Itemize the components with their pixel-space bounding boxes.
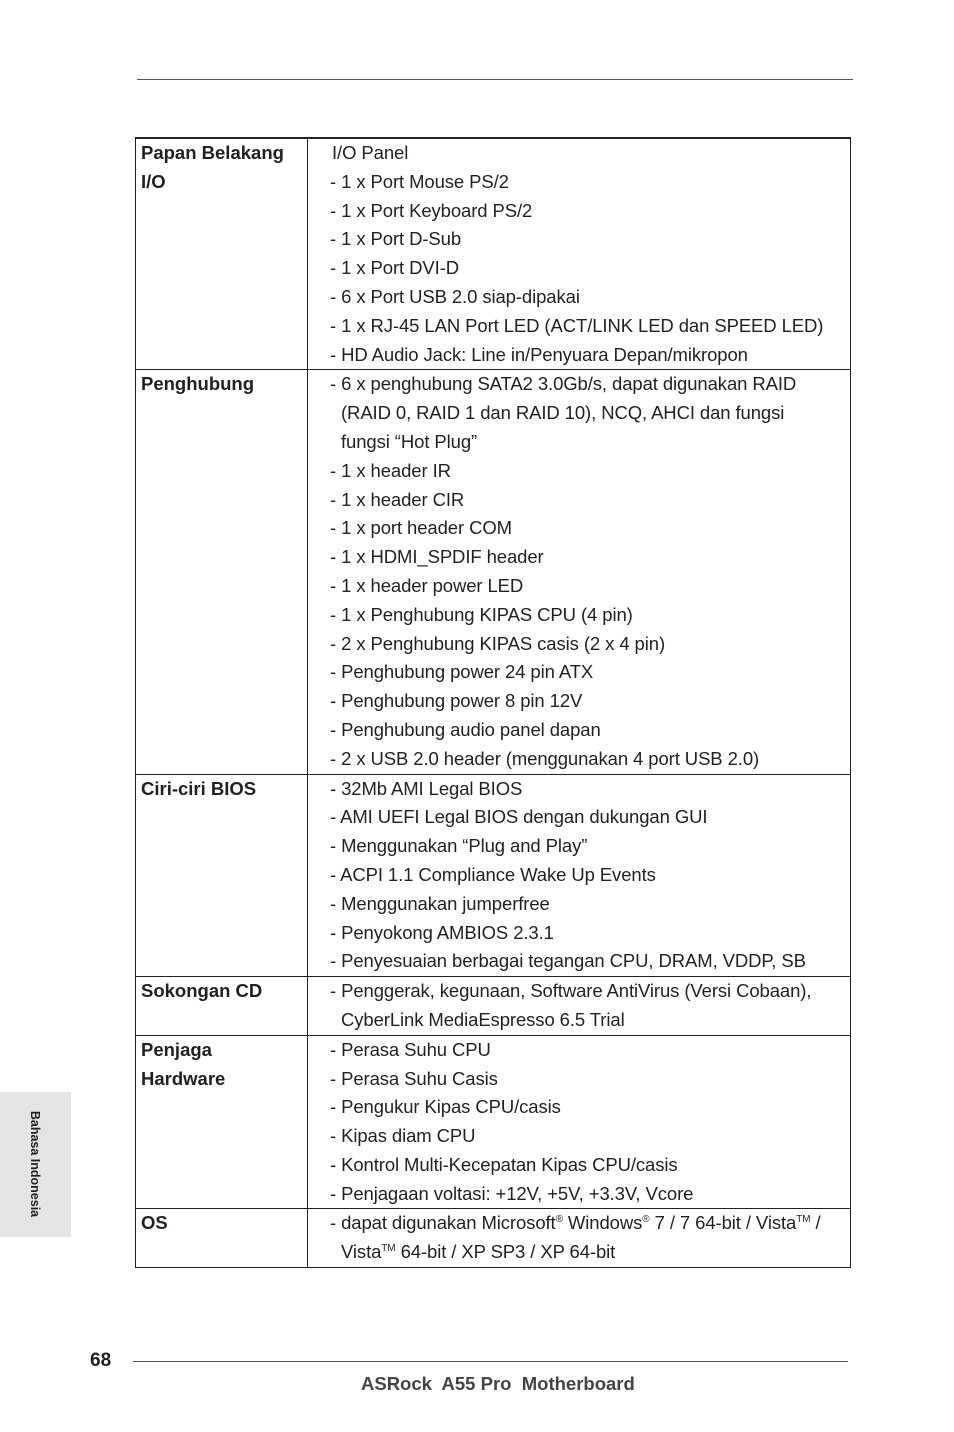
- spec-value: - Perasa Suhu CPU: [330, 1038, 491, 1060]
- spec-values-cell: [308, 977, 851, 1036]
- spec-row: [136, 138, 851, 370]
- spec-value-text: Vista: [341, 1241, 382, 1263]
- spec-value: - HD Audio Jack: Line in/Penyuara Depan/mikropon: [330, 343, 748, 365]
- trademark-mark: TM: [381, 1243, 396, 1255]
- spec-value-text: - dapat digunakan Microsoft: [330, 1212, 556, 1234]
- spec-value: [330, 1209, 850, 1238]
- spec-value: - Menggunakan jumperfree: [330, 892, 550, 914]
- spec-row: [136, 977, 851, 1036]
- spec-value: - Kontrol Multi-Kecepatan Kipas CPU/casis: [330, 1153, 678, 1175]
- spec-value: - Penghubung power 8 pin 12V: [330, 690, 583, 712]
- spec-value: - 1 x port header COM: [330, 517, 512, 539]
- spec-label: Penjaga: [141, 1038, 212, 1060]
- spec-label: Ciri-ciri BIOS: [141, 777, 257, 799]
- spec-label-cell: [136, 977, 308, 1036]
- spec-value: - 1 x header power LED: [330, 574, 524, 596]
- spec-value: - ACPI 1.1 Compliance Wake Up Events: [330, 863, 656, 885]
- spec-label-cell: [136, 370, 308, 774]
- spec-value: - 1 x Port Mouse PS/2: [330, 170, 509, 192]
- trademark-mark: ®: [555, 1214, 563, 1226]
- spec-values-cell: [308, 1209, 851, 1268]
- spec-row: [136, 1035, 851, 1209]
- spec-value: - Penjagaan voltasi: +12V, +5V, +3.3V, Vcore: [330, 1182, 694, 1204]
- spec-value: - 1 x HDMI_SPDIF header: [330, 546, 544, 568]
- spec-label-cell: [136, 774, 308, 977]
- spec-values-cell: [308, 774, 851, 977]
- header-rule: [137, 79, 853, 80]
- spec-value: - 2 x USB 2.0 header (menggunakan 4 port USB 2.0): [330, 747, 760, 769]
- spec-value: (RAID 0, RAID 1 dan RAID 10), NCQ, AHCI dan fungsi: [341, 402, 785, 424]
- page-number: 68: [90, 1350, 112, 1371]
- spec-value: - 32Mb AMI Legal BIOS: [330, 777, 523, 799]
- spec-value: - Kipas diam CPU: [330, 1125, 476, 1147]
- spec-label-cell: [136, 1209, 308, 1268]
- spec-value: - 1 x Penghubung KIPAS CPU (4 pin): [330, 603, 633, 625]
- spec-value: - Perasa Suhu Casis: [330, 1067, 498, 1089]
- spec-value: - 1 x header IR: [330, 459, 451, 481]
- spec-label: OS: [141, 1212, 168, 1234]
- spec-value: - Menggunakan “Plug and Play”: [330, 835, 588, 857]
- spec-value: - 6 x penghubung SATA2 3.0Gb/s, dapat digunakan RAID: [330, 373, 797, 395]
- spec-value: - Penggerak, kegunaan, Software AntiVirus (Versi Cobaan),: [330, 980, 812, 1002]
- trademark-mark: ®: [642, 1214, 650, 1226]
- spec-value: - 1 x header CIR: [330, 488, 465, 510]
- trademark-mark: TM: [796, 1214, 811, 1226]
- spec-value: - Penghubung power 24 pin ATX: [330, 661, 594, 683]
- spec-value: - AMI UEFI Legal BIOS dengan dukungan GUI: [330, 806, 708, 828]
- spec-value: - Penyesuaian berbagai tegangan CPU, DRAM, VDDP, SB: [330, 950, 806, 972]
- spec-label: Penghubung: [141, 373, 255, 395]
- footer-title: ASRock A55 Pro Motherboard: [361, 1373, 635, 1394]
- spec-row: [136, 774, 851, 977]
- spec-label: Sokongan CD: [141, 980, 263, 1002]
- spec-value: - 1 x RJ-45 LAN Port LED (ACT/LINK LED dan SPEED LED): [330, 314, 824, 336]
- spec-row: [136, 1209, 851, 1268]
- spec-values-cell: [308, 370, 851, 774]
- spec-value-text: 7 / 7 64-bit / Vista: [649, 1212, 797, 1234]
- spec-value: I/O Panel: [332, 142, 409, 163]
- spec-value: - 1 x Port D-Sub: [330, 228, 462, 250]
- spec-value: CyberLink MediaEspresso 6.5 Trial: [341, 1008, 625, 1030]
- spec-value-text: /: [810, 1212, 821, 1234]
- spec-value: - 1 x Port DVI-D: [330, 257, 459, 279]
- spec-value: - Penghubung audio panel dapan: [330, 718, 601, 740]
- spec-table-body: [136, 138, 851, 1268]
- spec-label-cell: [136, 1035, 308, 1209]
- spec-values-cell: [308, 138, 851, 370]
- spec-value-text: 64-bit / XP SP3 / XP 64-bit: [395, 1241, 616, 1263]
- spec-table: [135, 137, 851, 1268]
- language-side-tab-label: Bahasa Indonesia: [28, 1110, 42, 1218]
- spec-label: Papan Belakang: [141, 142, 284, 163]
- spec-value: - Pengukur Kipas CPU/casis: [330, 1096, 561, 1118]
- spec-value: - Penyokong AMBIOS 2.3.1: [330, 921, 554, 943]
- spec-value-text: Windows: [562, 1212, 643, 1234]
- spec-value: [330, 1238, 850, 1267]
- spec-label: Hardware: [141, 1067, 226, 1089]
- spec-row: [136, 370, 851, 774]
- spec-values-cell: [308, 1035, 851, 1209]
- spec-value: - 2 x Penghubung KIPAS casis (2 x 4 pin): [330, 632, 666, 654]
- spec-value: fungsi “Hot Plug”: [341, 430, 478, 452]
- footer-rule: [133, 1361, 848, 1362]
- language-side-tab: [0, 1092, 71, 1237]
- spec-value: - 6 x Port USB 2.0 siap-dipakai: [330, 285, 580, 307]
- spec-label: I/O: [141, 170, 166, 192]
- spec-label-cell: [136, 138, 308, 370]
- spec-value: - 1 x Port Keyboard PS/2: [330, 199, 533, 221]
